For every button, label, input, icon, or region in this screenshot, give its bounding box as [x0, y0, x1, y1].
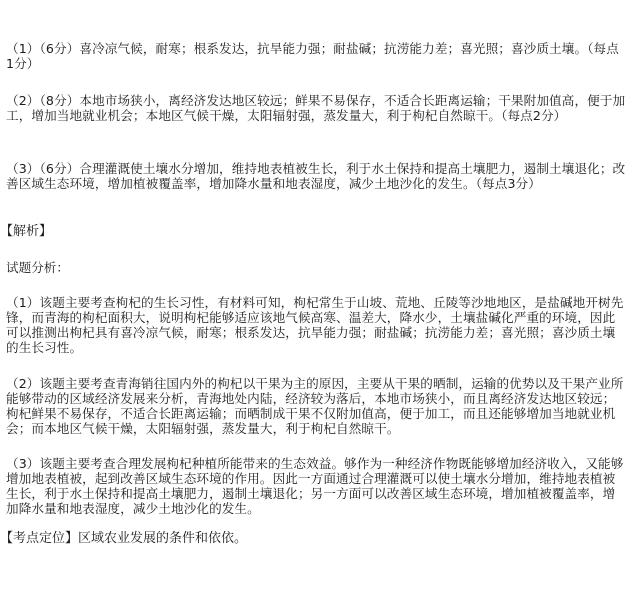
answer-part-3: （3）（6分）合理灌溉使土壤水分增加，维持地表植被生长，利于水土保持和提高土壤肥力，遏制土壤退化；改善区域生态环境，增加植被覆盖率，增加降水量和地表湿度，减少土地沙化的发生。（每点3分） — [6, 161, 626, 191]
answer-part-1: （1）（6分）喜冷凉气候，耐寒；根系发达，抗旱能力强；耐盐碱；抗涝能力差；喜光照；喜沙质土壤。（每点1分） — [6, 41, 619, 71]
analysis-part-2: （2）该题主要考查青海销往国内外的枸杞以干果为主的原因，主要从干果的晒制，运输的优势以及干果产业所能够带动的区域经济发展来分析，青海地处内陆，经济较为落后，本地市场狭小，而且离经济发达地区较远；枸杞鲜果不易保存，不适合长距离运输；而晒制成干果不仅附加值高，便于加工，而且还能够增加当地就业机会；而本地区气候干燥，太阳辐射强，蒸发量大，利于枸杞自然晾干。 — [6, 376, 624, 436]
key-point-text: 区域农业发展的条件和依依。 — [78, 531, 248, 546]
key-point — [0, 531, 247, 547]
key-point-label: 【考点定位】 — [0, 531, 79, 546]
analysis-part-1: （1）该题主要考查枸杞的生长习性，有材料可知，枸杞常生于山坡、荒地、丘陵等沙地地区，是盐碱地开树先锋，而青海的枸杞面积大，说明枸杞能够适应该地气候高寒、温差大，降水少，土壤盐碱化严重的环境，因此可以推测出枸杞具有喜冷凉气候，耐寒；根系发达，抗旱能力强；耐盐碱；抗涝能力差；喜光照；喜沙质土壤的生长习性。 — [6, 295, 624, 355]
method-label: 试题分析： — [6, 260, 69, 275]
answer-part-2: （2）（8分）本地市场狭小，离经济发达地区较远；鲜果不易保存，不适合长距离运输；干果附加值高，便于加工，增加当地就业机会；本地区气候干燥，太阳辐射强，蒸发量大，利于枸杞自然晾干。（每点2分） — [6, 93, 626, 123]
analysis-heading: 【解析】 — [0, 224, 53, 239]
analysis-part-3: （3）该题主要考查合理发展枸杞种植所能带来的生态效益。够作为一种经济作物既能够增加经济收入，又能够增加地表植被，起到改善区域生态环境的作用。因此一方面通过合理灌溉可以使土壤水分增加，维持地表植被生长，利于水土保持和提高土壤肥力，遏制土壤退化；另一方面可以改善区域生态环境，增加植被覆盖率，增加降水量和地表湿度，减少土地沙化的发生。 — [6, 456, 624, 516]
